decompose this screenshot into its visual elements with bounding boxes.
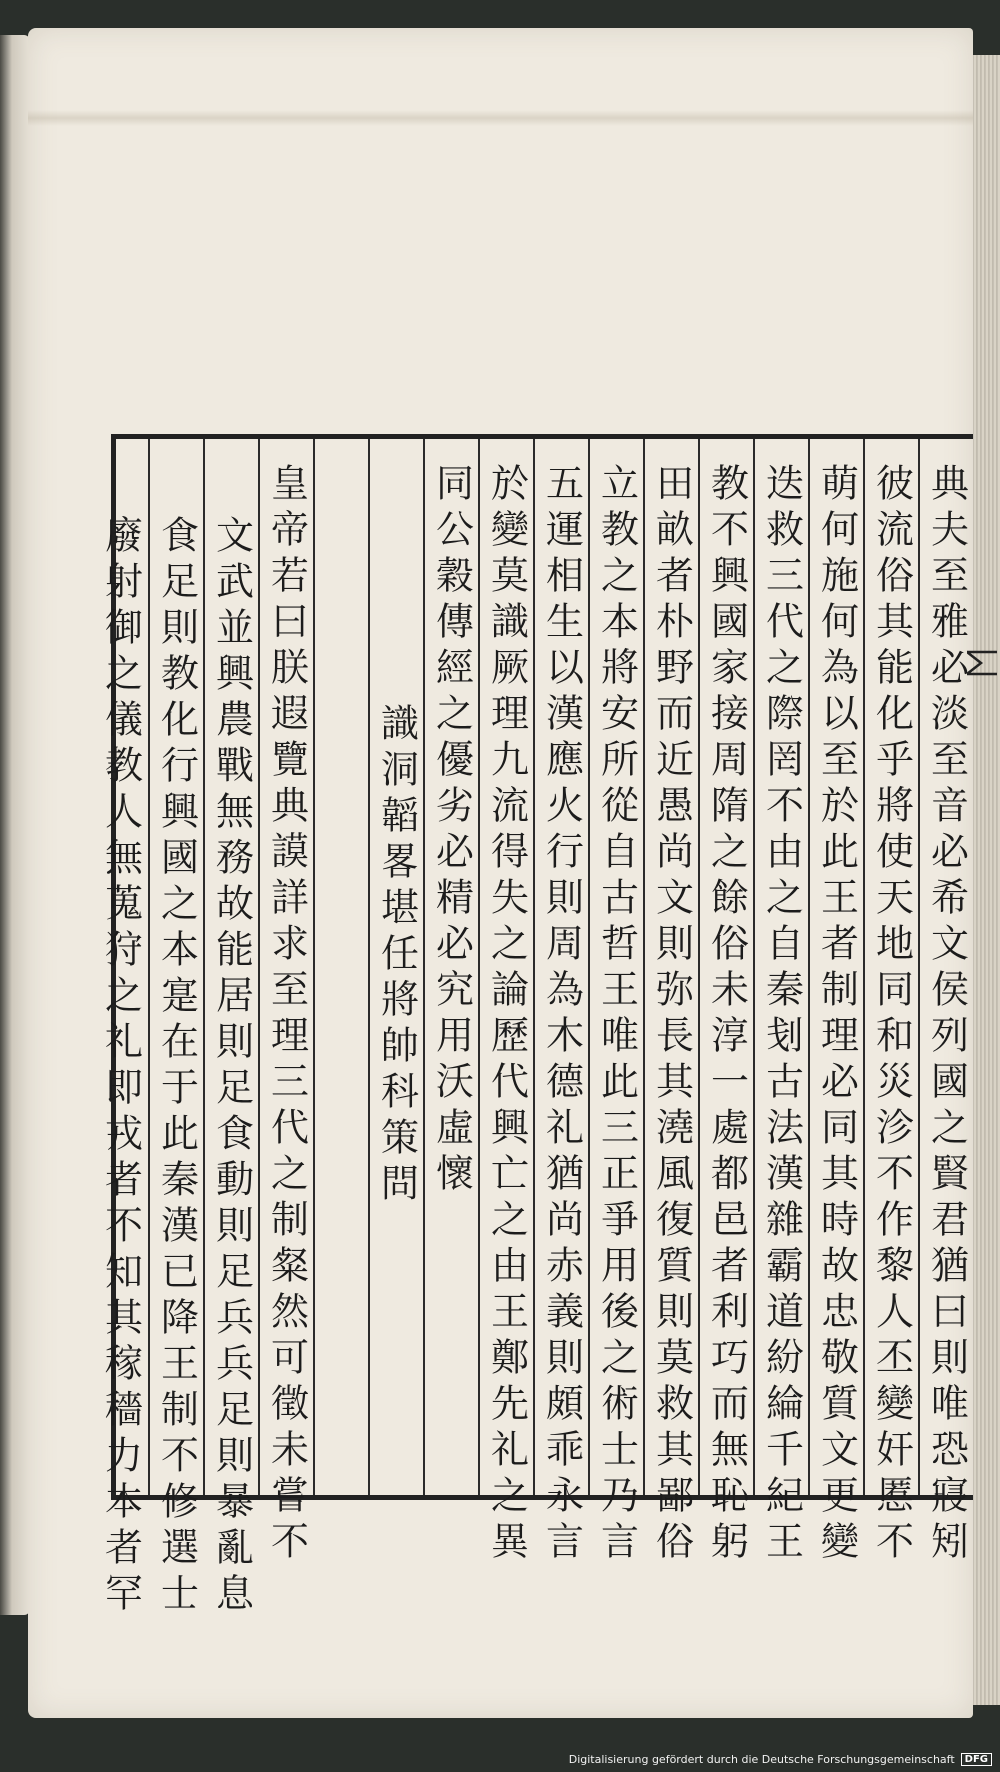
text-column: [753, 439, 808, 1567]
text-column: [203, 439, 258, 1619]
paper-crease: [28, 110, 973, 126]
column-text: 田畝者朴野而近愚尚文則弥長其澆風復質則莫救其鄙俗: [649, 463, 694, 1567]
text-column: [478, 439, 533, 1567]
text-column: [93, 439, 148, 1619]
column-text: 食足則教化行興國之本寔在于此秦漢已降王制不修選士: [154, 515, 199, 1619]
column-text: 於變莫識厥理九流得失之論歷代興亡之由王鄭先礼之異: [484, 463, 529, 1567]
text-column: [533, 439, 588, 1567]
text-column: [258, 439, 313, 1567]
text-column: [808, 439, 863, 1567]
column-text: 萌何施何為以至於此王者制理必同其時故忠敬質文更變: [814, 463, 859, 1567]
column-text: 同公穀傳經之優劣必精必究用沃虛懷: [429, 463, 474, 1199]
column-text: 立教之本將安所從自古哲王唯此三正爭用後之術士乃言: [594, 463, 639, 1567]
text-column: [918, 439, 973, 1567]
text-frame: [98, 434, 973, 1619]
digitization-credit: [569, 1753, 992, 1766]
text-column: [863, 439, 918, 1567]
text-column: [588, 439, 643, 1567]
column-text: 典夫至雅必淡至音必希文侯列國之賢君猶曰則唯恐寢矧: [924, 463, 969, 1567]
empty-column: [313, 439, 368, 1495]
text-column: [643, 439, 698, 1567]
dfg-logo: DFG: [961, 1753, 992, 1766]
text-column: [148, 439, 203, 1619]
column-text: 廢射御之儀教人無蒐狩之礼即戎者不知其稼穡力本者罕: [98, 515, 143, 1619]
credit-text: Digitalisierung gefördert durch die Deutsche Forschungsgemeinschaft: [568, 1753, 955, 1766]
column-text: 五運相生以漢應火行則周為木德礼猶尚赤義則頗乖永言: [539, 463, 584, 1567]
column-text: 迭救三代之際罔不由之自秦刬古法漢雜霸道紛綸千紀王: [759, 463, 804, 1567]
column-text: 皇帝若曰朕遐覽典謨詳求至理三代之制粲然可徵未嘗不: [264, 463, 309, 1567]
section-title: 識洞韜畧堪任將帥科策問: [374, 703, 419, 1209]
column-text: 教不興國家接周隋之餘俗未淳一處都邑者利巧而無恥躬: [704, 463, 749, 1567]
text-column: [423, 439, 478, 1495]
book-spine-left: [0, 35, 30, 1615]
text-column: [698, 439, 753, 1567]
column-text: 彼流俗其能化乎將使天地同和災沴不作黎人丕變奸慝不: [869, 463, 914, 1567]
section-title-column: [368, 439, 423, 1495]
column-text: 文武並興農戰無務故能居則足食動則足兵兵足則暴亂息: [209, 515, 254, 1619]
fishtail-mark-icon: [967, 650, 997, 676]
